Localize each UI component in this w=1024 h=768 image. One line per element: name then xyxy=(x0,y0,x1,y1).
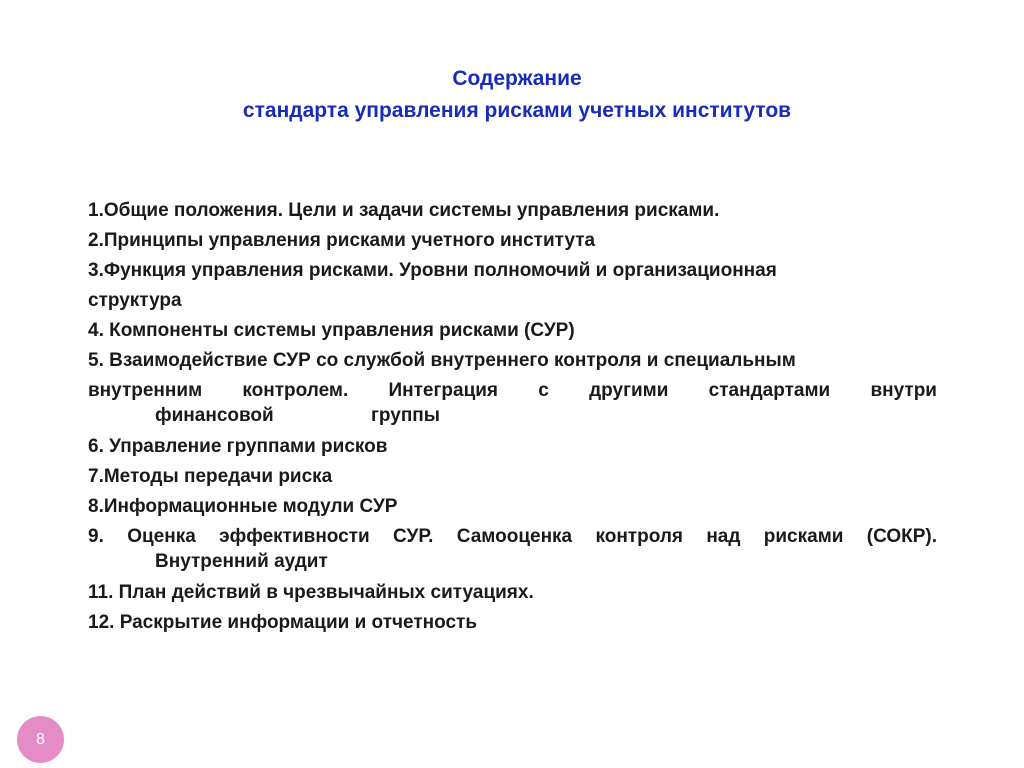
toc-word: над xyxy=(706,526,741,547)
toc-word: 9. xyxy=(88,526,104,547)
toc-item-7 xyxy=(88,462,937,492)
toc-word: Интеграция xyxy=(388,380,499,401)
toc-item-3-line-1: 3.Функция управления рисками. Уровни полномочий и организационная xyxy=(88,260,777,281)
toc-item-3-line-2: структура xyxy=(88,290,182,311)
toc-item-11 xyxy=(88,578,937,608)
toc-item-5-line-3 xyxy=(88,406,440,432)
toc-item-12 xyxy=(88,608,937,638)
toc-item-4-text: 4. Компоненты системы управления рисками (СУР) xyxy=(88,320,575,341)
toc-item-1-text: 1.Общие положения. Цели и задачи системы управления рисками. xyxy=(88,200,720,221)
toc-word: (СОКР). xyxy=(866,526,937,547)
toc-item-2 xyxy=(88,226,937,256)
toc-item-3 xyxy=(88,256,937,316)
page-number-badge: 8 xyxy=(17,716,64,763)
toc-item-4 xyxy=(88,316,937,346)
table-of-contents xyxy=(88,196,937,638)
toc-item-12-text: 12. Раскрытие информации и отчетность xyxy=(88,612,478,633)
toc-item-6 xyxy=(88,432,937,462)
toc-item-8-text: 8.Информационные модули СУР xyxy=(88,496,398,517)
toc-word: внутренним xyxy=(88,380,203,401)
toc-word: группы xyxy=(370,405,440,426)
toc-word: финансовой xyxy=(155,405,274,426)
toc-item-11-text: 11. План действий в чрезвычайных ситуациях. xyxy=(88,582,534,603)
toc-item-9-line-1 xyxy=(88,522,937,552)
toc-word: СУР. xyxy=(393,526,434,547)
toc-item-5-line-1: 5. Взаимодействие СУР со службой внутреннего контроля и специальным xyxy=(88,350,796,371)
title-line-2: стандарта управления рисками учетных институтов xyxy=(242,99,792,122)
title-line-1: Содержание xyxy=(452,67,582,90)
toc-item-5-line-2 xyxy=(88,376,937,406)
toc-word: стандартами xyxy=(708,380,831,401)
toc-word: другими xyxy=(589,380,669,401)
toc-word: контроля xyxy=(595,526,683,547)
toc-item-9 xyxy=(88,522,937,578)
toc-word: рисками xyxy=(763,526,844,547)
toc-word: Оценка xyxy=(127,526,196,547)
toc-item-8 xyxy=(88,492,937,522)
toc-word: внутри xyxy=(870,380,937,401)
toc-word: с xyxy=(538,380,549,401)
toc-item-2-text: 2.Принципы управления рисками учетного института xyxy=(88,230,596,251)
toc-item-1 xyxy=(88,196,937,226)
toc-item-6-text: 6. Управление группами рисков xyxy=(88,436,388,457)
toc-word: эффективности xyxy=(219,526,370,547)
toc-item-7-text: 7.Методы передачи риска xyxy=(88,466,333,487)
toc-item-5 xyxy=(88,346,937,432)
slide-title xyxy=(0,63,1024,127)
toc-word: контролем. xyxy=(242,380,349,401)
toc-item-9-line-2: Внутренний аудит xyxy=(155,551,328,572)
toc-word: Самооценка xyxy=(456,526,573,547)
